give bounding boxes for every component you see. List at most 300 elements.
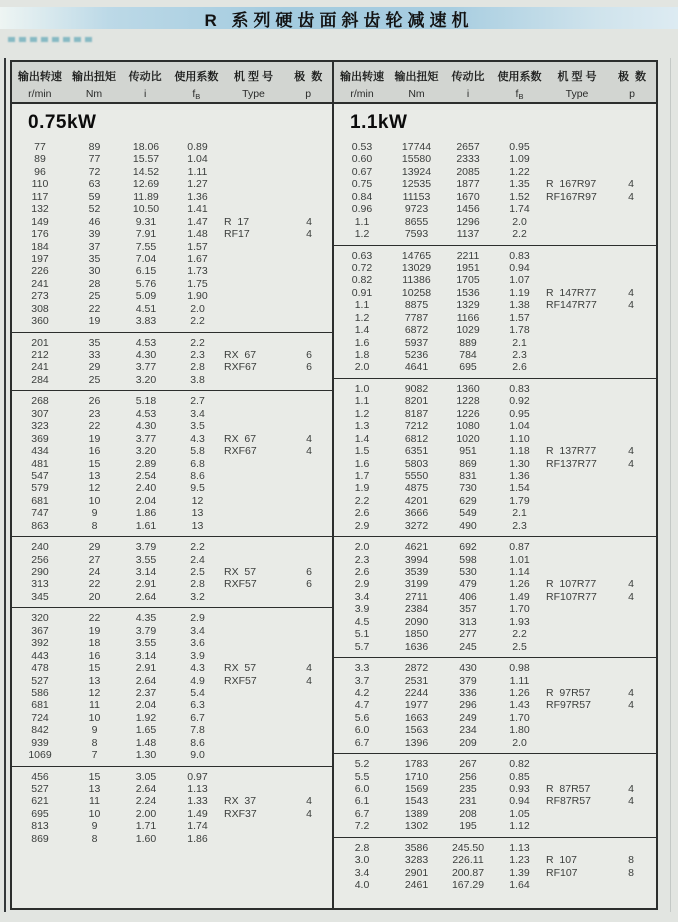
cell-output-torque: 28 <box>88 277 101 290</box>
cell-output-torque: 24 <box>88 566 101 578</box>
data-blocks <box>12 137 332 849</box>
cell-model-type: RXF67 <box>224 361 257 374</box>
cell-output-speed: 1.8 <box>354 349 370 361</box>
cell-output-torque: 5937 <box>404 336 429 349</box>
table-row <box>334 616 656 628</box>
table-row <box>12 625 332 637</box>
cell-ratio: 1.48 <box>135 736 157 749</box>
cell-output-speed: 456 <box>31 770 49 783</box>
cell-model-type: RF17 <box>224 228 250 241</box>
cell-service-factor: 1.54 <box>509 482 530 495</box>
table-row <box>334 420 656 432</box>
cell-output-speed: 284 <box>31 373 49 386</box>
cell-output-speed: 621 <box>31 795 49 808</box>
cell-service-factor: 0.83 <box>509 249 530 262</box>
header-ratio: 传动比 i <box>128 71 162 100</box>
cell-ratio: 3.20 <box>135 445 157 458</box>
cell-ratio: 1020 <box>456 432 480 445</box>
page-edge-line-right <box>670 58 671 912</box>
model-type-line <box>224 566 332 578</box>
cell-service-factor: 1.14 <box>509 566 530 578</box>
spec-block <box>334 753 656 837</box>
cell-output-torque: 1783 <box>404 758 429 771</box>
spec-block <box>12 766 332 850</box>
cell-ratio: 1.71 <box>135 820 157 833</box>
cell-output-speed: 527 <box>31 674 49 687</box>
cell-ratio: 1456 <box>456 203 480 216</box>
cell-output-torque: 3666 <box>404 507 429 520</box>
cell-ratio: 5.76 <box>135 277 157 290</box>
cell-output-torque: 2384 <box>404 603 429 616</box>
header-service-factor: 使用系数 fB <box>497 71 542 101</box>
cell-ratio: 1226 <box>456 407 480 420</box>
cell-output-torque: 2901 <box>404 866 429 879</box>
cell-output-speed: 863 <box>31 519 49 532</box>
cell-ratio: 10.50 <box>132 203 160 216</box>
header-torque: 输出扭矩 Nm <box>71 71 116 100</box>
cell-output-torque: 1302 <box>404 820 429 833</box>
cell-output-torque: 30 <box>88 265 101 278</box>
cell-ratio: 1670 <box>456 190 480 203</box>
cell-output-speed: 1.7 <box>354 469 370 482</box>
model-type-line <box>224 795 332 807</box>
data-blocks <box>334 137 656 896</box>
cell-service-factor: 3.4 <box>190 624 205 637</box>
header-poles: 极 数 p <box>294 71 323 100</box>
cell-service-factor: 1.22 <box>509 165 530 178</box>
model-type-line <box>546 299 654 311</box>
cell-poles: 4 <box>628 178 634 191</box>
spec-block <box>334 378 656 536</box>
cell-output-torque: 8655 <box>404 215 429 228</box>
power-heading: 1.1kW <box>350 112 408 133</box>
cell-output-speed: 256 <box>31 553 49 566</box>
table-row <box>12 178 332 190</box>
cell-ratio: 598 <box>459 553 477 566</box>
cell-ratio: 3.77 <box>135 361 157 374</box>
cell-service-factor: 4.3 <box>190 662 205 675</box>
cell-output-torque: 5550 <box>404 469 429 482</box>
cell-service-factor: 1.43 <box>509 699 530 712</box>
section-0-75kw <box>12 104 334 908</box>
cell-output-speed: 392 <box>31 637 49 650</box>
title-bar <box>0 7 678 29</box>
cell-output-torque: 17744 <box>401 141 432 153</box>
table-row <box>334 153 656 165</box>
cell-output-speed: 273 <box>31 290 49 303</box>
cell-ratio: 1.60 <box>135 832 157 845</box>
table-row <box>12 833 332 845</box>
cell-output-speed: 4.0 <box>354 879 370 892</box>
table-row <box>334 771 656 783</box>
cell-service-factor: 1.90 <box>187 290 208 303</box>
table-row <box>334 337 656 349</box>
cell-output-speed: 2.8 <box>354 841 370 854</box>
table-row <box>334 216 656 228</box>
cell-output-torque: 29 <box>88 361 101 374</box>
table-row <box>334 470 656 482</box>
cell-model-type: RXF57 <box>224 578 257 591</box>
cell-ratio: 479 <box>459 578 477 591</box>
table-row <box>12 520 332 532</box>
cell-output-speed: 89 <box>34 153 46 166</box>
cell-poles: 4 <box>628 286 634 299</box>
cell-ratio: 3.79 <box>135 624 157 637</box>
cell-ratio: 245 <box>459 640 477 653</box>
cell-output-torque: 8 <box>91 519 98 532</box>
cell-service-factor: 1.23 <box>509 854 530 867</box>
spec-block <box>334 657 656 753</box>
table-row <box>12 337 332 349</box>
cell-output-torque: 2090 <box>404 615 429 628</box>
cell-output-speed: 176 <box>31 228 49 241</box>
cell-service-factor: 1.04 <box>509 420 530 433</box>
cell-poles: 4 <box>628 299 634 312</box>
table-row <box>12 278 332 290</box>
cell-service-factor: 1.01 <box>509 553 530 566</box>
section-1-1kw <box>334 104 656 908</box>
cell-service-factor: 1.19 <box>509 286 530 299</box>
cell-service-factor: 2.2 <box>512 228 527 241</box>
cell-model-type: RX 37 <box>224 795 257 808</box>
cell-output-speed: 184 <box>31 240 49 253</box>
cell-service-factor: 1.13 <box>187 783 208 795</box>
spec-block <box>12 332 332 391</box>
table-row <box>12 591 332 603</box>
cell-output-torque: 16 <box>88 649 101 662</box>
cell-ratio: 1.65 <box>135 724 157 737</box>
cell-output-speed: 842 <box>31 724 49 737</box>
cell-poles: 4 <box>306 432 312 445</box>
cell-ratio: 3.20 <box>135 373 157 386</box>
cell-output-torque: 26 <box>88 395 101 408</box>
cell-output-speed: 201 <box>31 336 49 349</box>
header-poles: 极 数 p <box>617 71 647 100</box>
cell-output-speed: 724 <box>31 711 49 724</box>
cell-model-type: R 87R57 <box>546 783 591 796</box>
cell-output-torque: 1543 <box>404 795 429 808</box>
model-type-line <box>546 458 654 470</box>
cell-service-factor: 0.83 <box>509 382 530 395</box>
cell-output-speed: 1.0 <box>354 382 370 395</box>
table-row <box>334 250 656 262</box>
cell-service-factor: 0.85 <box>509 770 530 783</box>
cell-poles: 4 <box>628 795 634 808</box>
cell-ratio: 313 <box>459 615 477 628</box>
table-row <box>334 724 656 736</box>
cell-ratio: 336 <box>459 686 477 699</box>
model-type-labels <box>224 662 332 687</box>
spec-block <box>334 837 656 896</box>
cell-output-torque: 1636 <box>404 640 429 653</box>
cell-output-speed: 268 <box>31 395 49 408</box>
cell-output-speed: 212 <box>31 349 49 361</box>
cell-service-factor: 1.09 <box>509 153 530 166</box>
cell-output-torque: 12 <box>88 482 101 495</box>
cell-output-speed: 586 <box>31 686 49 699</box>
cell-service-factor: 1.49 <box>187 807 208 820</box>
cell-output-speed: 0.91 <box>351 286 373 299</box>
cell-output-speed: 226 <box>31 265 49 278</box>
cell-output-torque: 5236 <box>404 349 429 361</box>
cell-service-factor: 1.36 <box>187 190 208 203</box>
cell-ratio: 3.83 <box>135 315 157 328</box>
model-type-labels <box>546 287 654 312</box>
cell-ratio: 3.14 <box>135 649 157 662</box>
cell-ratio: 3.55 <box>135 553 157 566</box>
cell-model-type: RXF37 <box>224 807 257 820</box>
spec-block <box>12 137 332 332</box>
table-row <box>334 879 656 891</box>
table-row <box>334 758 656 770</box>
cell-model-type: RF107R77 <box>546 590 597 603</box>
cell-ratio: 695 <box>459 361 477 374</box>
cell-service-factor: 2.0 <box>512 736 527 749</box>
table-row <box>12 290 332 302</box>
model-type-line <box>224 675 332 687</box>
cell-output-torque: 7787 <box>404 311 429 324</box>
cell-output-torque: 2244 <box>404 686 429 699</box>
table-row <box>12 395 332 407</box>
cell-service-factor: 1.41 <box>187 203 208 216</box>
cell-ratio: 14.52 <box>132 165 160 178</box>
cell-ratio: 4.35 <box>135 612 157 625</box>
cell-output-torque: 33 <box>88 349 101 361</box>
cell-service-factor: 1.35 <box>509 178 530 191</box>
cell-output-speed: 1.2 <box>354 228 370 241</box>
table-row <box>334 141 656 153</box>
cell-output-torque: 13 <box>88 783 101 795</box>
cell-service-factor: 1.04 <box>187 153 208 166</box>
table-row <box>334 495 656 507</box>
cell-ratio: 549 <box>459 507 477 520</box>
cell-service-factor: 2.1 <box>512 507 527 520</box>
cell-output-torque: 89 <box>88 141 101 153</box>
table-body <box>10 102 658 910</box>
cell-ratio: 629 <box>459 494 477 507</box>
cell-output-torque: 5803 <box>404 457 429 470</box>
page-edge-line-left <box>4 58 6 912</box>
cell-ratio: 209 <box>459 736 477 749</box>
cell-output-speed: 1.1 <box>354 299 370 312</box>
page-title: R 系列硬齿面斜齿轮减速机 <box>204 10 474 30</box>
cell-output-torque: 9 <box>91 724 98 737</box>
cell-ratio: 357 <box>459 603 477 616</box>
model-type-line <box>224 578 332 590</box>
cell-service-factor: 0.87 <box>509 541 530 554</box>
model-type-line <box>546 854 654 866</box>
cell-output-speed: 3.3 <box>354 662 370 675</box>
cell-output-speed: 0.96 <box>351 203 373 216</box>
cell-ratio: 200.87 <box>451 866 485 879</box>
cell-service-factor: 0.89 <box>187 141 208 153</box>
table-row <box>12 191 332 203</box>
cell-ratio: 1029 <box>456 324 480 337</box>
cell-output-torque: 59 <box>88 190 101 203</box>
model-type-labels <box>546 445 654 470</box>
cell-service-factor: 1.49 <box>509 590 530 603</box>
cell-output-torque: 10258 <box>401 286 432 299</box>
table-row <box>334 842 656 854</box>
table-row <box>334 408 656 420</box>
cell-output-speed: 117 <box>31 190 49 203</box>
cell-output-speed: 4.5 <box>354 615 370 628</box>
cell-output-torque: 27 <box>88 553 101 566</box>
cell-service-factor: 2.2 <box>512 628 527 641</box>
cell-service-factor: 1.52 <box>509 190 530 203</box>
table-row <box>12 737 332 749</box>
cell-ratio: 18.06 <box>132 141 160 153</box>
cell-ratio: 4.53 <box>135 336 157 349</box>
spec-block <box>12 536 332 607</box>
cell-poles: 6 <box>306 361 312 374</box>
cell-output-speed: 7.2 <box>354 820 370 833</box>
cell-service-factor: 3.4 <box>190 407 205 420</box>
model-type-labels <box>224 216 332 241</box>
cell-output-torque: 4621 <box>404 541 429 554</box>
cell-poles: 4 <box>306 445 312 458</box>
table-row <box>12 749 332 761</box>
cell-poles: 4 <box>306 228 312 241</box>
cell-service-factor: 1.10 <box>509 432 530 445</box>
table-row <box>334 662 656 674</box>
cell-output-speed: 1.6 <box>354 457 370 470</box>
header-service-factor: 使用系数 fB <box>174 71 219 101</box>
cell-service-factor: 8.6 <box>190 736 205 749</box>
cell-ratio: 2.54 <box>135 469 157 482</box>
cell-ratio: 7.55 <box>135 240 157 253</box>
cell-poles: 4 <box>628 686 634 699</box>
cell-output-torque: 18 <box>88 637 101 650</box>
cell-service-factor: 1.05 <box>509 807 530 820</box>
table-row <box>12 470 332 482</box>
cell-service-factor: 2.7 <box>190 395 205 408</box>
table-row <box>12 495 332 507</box>
table-row <box>334 274 656 286</box>
cell-output-torque: 8875 <box>404 299 429 312</box>
cell-ratio: 226.11 <box>452 854 484 867</box>
cell-output-torque: 3586 <box>404 841 429 854</box>
cell-service-factor: 2.0 <box>190 302 205 315</box>
cell-ratio: 1080 <box>456 420 480 433</box>
cell-ratio: 784 <box>459 349 477 361</box>
header-speed: 输出转速 r/min <box>17 71 62 100</box>
cell-output-torque: 4641 <box>404 361 429 374</box>
model-type-labels <box>546 687 654 712</box>
cell-model-type: R 147R77 <box>546 286 597 299</box>
cell-service-factor: 3.5 <box>190 420 205 433</box>
spec-block <box>12 390 332 536</box>
cell-ratio: 1.92 <box>135 711 157 724</box>
cell-service-factor: 9.5 <box>190 482 205 495</box>
cell-model-type: R 167R97 <box>546 178 597 191</box>
cell-output-torque: 25 <box>88 373 101 386</box>
table-row <box>12 541 332 553</box>
cell-output-torque: 13924 <box>401 165 432 178</box>
cell-service-factor: 1.26 <box>509 578 530 591</box>
cell-service-factor: 1.27 <box>187 178 208 191</box>
cell-model-type: RX 67 <box>224 432 257 445</box>
cell-output-torque: 11386 <box>402 274 431 287</box>
table-row <box>334 312 656 324</box>
model-type-line <box>546 783 654 795</box>
cell-output-torque: 13029 <box>401 261 432 274</box>
cell-output-speed: 6.7 <box>354 736 370 749</box>
cell-poles: 4 <box>628 457 634 470</box>
model-type-line <box>546 591 654 603</box>
cell-output-speed: 320 <box>31 612 49 625</box>
cell-output-torque: 22 <box>88 612 101 625</box>
table-row <box>12 203 332 215</box>
cell-service-factor: 1.33 <box>187 795 208 808</box>
table-row <box>334 482 656 494</box>
cell-output-torque: 3539 <box>404 566 429 578</box>
table-row <box>12 241 332 253</box>
cell-output-speed: 5.6 <box>354 711 370 724</box>
cell-service-factor: 8.6 <box>190 469 205 482</box>
table-row <box>12 303 332 315</box>
model-type-line <box>224 808 332 820</box>
cell-service-factor: 0.94 <box>509 795 530 808</box>
table-row <box>334 628 656 640</box>
cell-output-speed: 323 <box>31 420 49 433</box>
cell-ratio: 730 <box>459 482 477 495</box>
cell-ratio: 1360 <box>456 382 480 395</box>
cell-output-torque: 35 <box>88 336 101 349</box>
cell-output-torque: 19 <box>88 432 101 445</box>
cell-output-torque: 15580 <box>401 153 432 166</box>
cell-ratio: 4.30 <box>135 349 157 361</box>
cell-ratio: 2.64 <box>135 590 157 603</box>
cell-output-speed: 579 <box>31 482 49 495</box>
cell-service-factor: 7.8 <box>190 724 205 737</box>
cell-poles: 4 <box>306 215 312 228</box>
cell-output-torque: 9 <box>91 507 98 520</box>
cell-service-factor: 0.97 <box>187 770 208 783</box>
cell-output-torque: 6872 <box>404 324 429 337</box>
header-speed: 输出转速 r/min <box>340 71 384 100</box>
cell-ratio: 530 <box>459 566 477 578</box>
cell-output-torque: 8187 <box>404 407 429 420</box>
cell-output-speed: 3.9 <box>354 603 370 616</box>
cell-output-speed: 434 <box>31 445 49 458</box>
cell-service-factor: 2.3 <box>190 349 205 361</box>
cell-output-torque: 2711 <box>405 590 428 603</box>
cell-poles: 4 <box>628 699 634 712</box>
cell-output-torque: 1396 <box>404 736 429 749</box>
table-row <box>12 141 332 153</box>
cell-output-speed: 5.7 <box>354 640 370 653</box>
cell-output-speed: 1.2 <box>354 311 370 324</box>
cell-service-factor: 1.11 <box>187 165 208 178</box>
cell-service-factor: 1.64 <box>509 879 530 892</box>
table-row <box>334 641 656 653</box>
cell-ratio: 951 <box>459 445 477 458</box>
table-row <box>12 650 332 662</box>
cell-output-torque: 72 <box>88 165 101 178</box>
table-row <box>334 541 656 553</box>
cell-output-torque: 1977 <box>404 699 429 712</box>
table-row <box>334 361 656 373</box>
cell-ratio: 4.30 <box>135 420 157 433</box>
cell-service-factor: 1.12 <box>509 820 530 833</box>
cell-output-speed: 6.0 <box>354 783 370 795</box>
cell-output-speed: 1.9 <box>354 482 370 495</box>
cell-ratio: 2657 <box>456 141 480 153</box>
cell-ratio: 2.37 <box>135 686 157 699</box>
cell-output-torque: 63 <box>88 178 101 191</box>
table-header-right <box>334 62 656 102</box>
